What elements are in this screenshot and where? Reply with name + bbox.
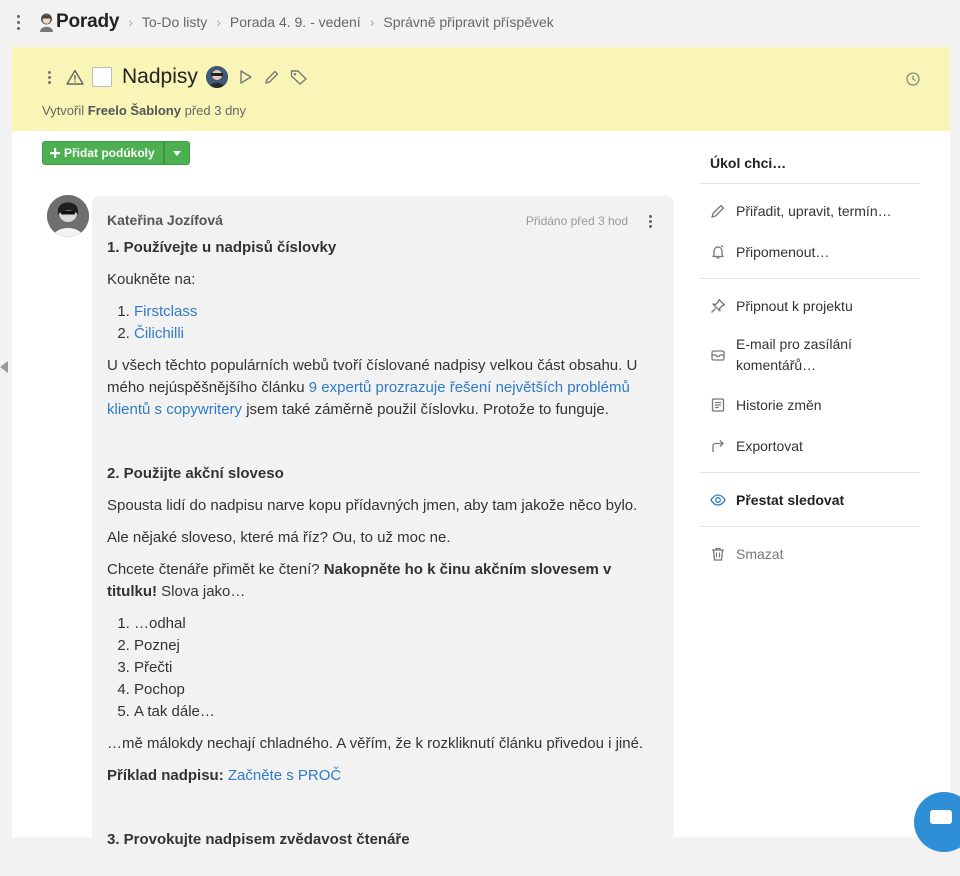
tag-icon[interactable] (290, 69, 308, 85)
collapse-arrow-icon[interactable] (0, 361, 8, 373)
list-item: 1. …odhal (134, 613, 662, 635)
task-actions-sidebar (700, 145, 920, 580)
export-action[interactable] (700, 425, 920, 466)
list-item: 2. Poznej (134, 635, 662, 657)
sidebar-group (700, 473, 920, 527)
sidebar-title: Úkol chci… (700, 145, 920, 184)
clock-icon[interactable] (906, 72, 920, 86)
trash-icon (710, 546, 726, 562)
plus-icon (50, 148, 60, 158)
bell-icon (710, 244, 726, 260)
created-time: před 3 dny (184, 103, 247, 118)
caret-down-icon (173, 151, 181, 156)
bold-span: Příklad nadpisu: (107, 767, 224, 784)
unfollow-action[interactable] (700, 479, 920, 520)
eye-icon (710, 492, 726, 508)
sidebar-group (700, 184, 920, 279)
list-item (134, 323, 662, 345)
task-menu-icon[interactable] (48, 71, 52, 84)
breadcrumb-bar (0, 0, 960, 44)
email-label: E-mail pro zasílání komentářů… (736, 336, 852, 373)
pin-icon (710, 298, 726, 314)
list-item: 5. A tak dále… (134, 701, 662, 723)
chevron-right-icon: › (128, 14, 133, 30)
remind-label: Připomenout… (736, 243, 830, 260)
chevron-right-icon: › (369, 14, 375, 30)
add-subtasks-button[interactable] (42, 141, 164, 165)
text-span: Chcete čtenáře přimět ke čtení? (107, 561, 324, 578)
play-icon[interactable] (238, 69, 254, 85)
created-author[interactable]: Freelo Šablony (87, 103, 181, 118)
link-cilichilli[interactable]: Čilichilli (134, 325, 185, 342)
list-item: 3. Přečti (134, 657, 662, 679)
delete-action[interactable] (700, 533, 920, 574)
comment-body (107, 237, 662, 861)
comment-heading-1: 1. Používejte u nadpisů číslovky (107, 239, 337, 256)
pencil-icon (710, 203, 726, 219)
breadcrumb-item-task[interactable]: Správně připravit příspěvek (383, 14, 554, 30)
email-comments-action[interactable] (700, 326, 920, 384)
task-header (12, 47, 950, 131)
comment-paragraph: Ale nějaké sloveso, které má říz? Ou, to už moc ne. (107, 529, 451, 546)
menu-kebab-icon[interactable] (17, 15, 21, 30)
history-icon (710, 397, 726, 413)
example-link[interactable]: Začněte s PROČ (227, 767, 342, 784)
sidebar-group (700, 527, 920, 580)
comment-paragraph (107, 559, 662, 603)
pin-to-project-action[interactable] (700, 285, 920, 326)
chat-icon (928, 808, 956, 830)
remind-action[interactable] (700, 231, 920, 272)
comment-paragraph: Spousta lidí do nadpisu narve kopu přídavných jmen, aby tam jakože něco bylo. (107, 497, 638, 514)
chat-support-button[interactable] (914, 792, 960, 852)
task-card (12, 47, 950, 848)
comment-time: Přidáno před 3 hod (525, 214, 628, 228)
assign-edit-label: Přiřadit, upravit, termín… (736, 202, 892, 219)
comment-author-avatar[interactable] (47, 195, 89, 237)
example-list (107, 301, 662, 345)
project-avatar-icon (38, 12, 55, 32)
warning-icon[interactable] (66, 69, 84, 85)
text-span: jsem také záměrně použil číslovku. Protože to funguje. (242, 401, 609, 418)
email-icon (710, 347, 726, 363)
comment-paragraph (107, 765, 662, 787)
list-item (134, 301, 662, 323)
text-span: U všech těchto populárních webů tvoří číslované nadpisy velkou část obsahu. U mého nejúspěšnějšího článku (107, 357, 638, 396)
breadcrumb-item-todo[interactable]: To-Do listy (141, 14, 208, 30)
pin-label: Připnout k projektu (736, 297, 853, 314)
project-title[interactable]: Porady (56, 11, 120, 32)
comment-paragraph: …mě málokdy nechají chladného. A věřím, že k rozkliknutí článku přivedou i jiné. (107, 735, 644, 752)
comment-paragraph (107, 355, 662, 421)
pencil-icon[interactable] (264, 69, 280, 85)
bold-span: Nakopněte ho k činu akčním slovesem v titulku! (107, 561, 612, 600)
text-span: Slova jako… (157, 583, 246, 600)
comment (92, 196, 674, 876)
history-label: Historie změn (736, 396, 822, 413)
unfollow-label: Přestat sledovat (736, 491, 845, 508)
link-firstclass[interactable]: Firstclass (134, 303, 198, 320)
list-item: 4. Pochop (134, 679, 662, 701)
export-arrow-icon (710, 438, 726, 454)
add-subtasks-group (42, 141, 190, 165)
comment-menu-icon[interactable] (649, 215, 652, 228)
comment-heading-3: 3. Provokujte nadpisem zvědavost čtenáře (107, 831, 410, 848)
task-title[interactable]: Nadpisy (122, 65, 198, 88)
export-label: Exportovat (736, 437, 803, 454)
comment-author[interactable]: Kateřina Jozífová (107, 212, 223, 228)
add-subtasks-dropdown[interactable] (164, 141, 190, 165)
assign-edit-action[interactable] (700, 190, 920, 231)
task-checkbox[interactable] (92, 67, 112, 87)
article-link[interactable]: 9 expertů prozrazuje řešení největších problémů klientů s copywritery (107, 379, 630, 418)
delete-label: Smazat (736, 545, 784, 562)
history-action[interactable] (700, 384, 920, 425)
assignee-avatar[interactable] (206, 66, 228, 88)
created-prefix: Vytvořil (42, 103, 85, 118)
add-subtasks-label: Přidat podúkoly (64, 146, 155, 160)
comment-paragraph: Koukněte na: (107, 271, 196, 288)
breadcrumb-item-list[interactable]: Porada 4. 9. - vedení (229, 14, 361, 30)
verb-list (107, 613, 662, 723)
created-info (42, 103, 246, 118)
sidebar-group (700, 279, 920, 473)
comment-heading-2: 2. Použijte akční sloveso (107, 465, 284, 482)
chevron-right-icon: › (216, 14, 221, 30)
